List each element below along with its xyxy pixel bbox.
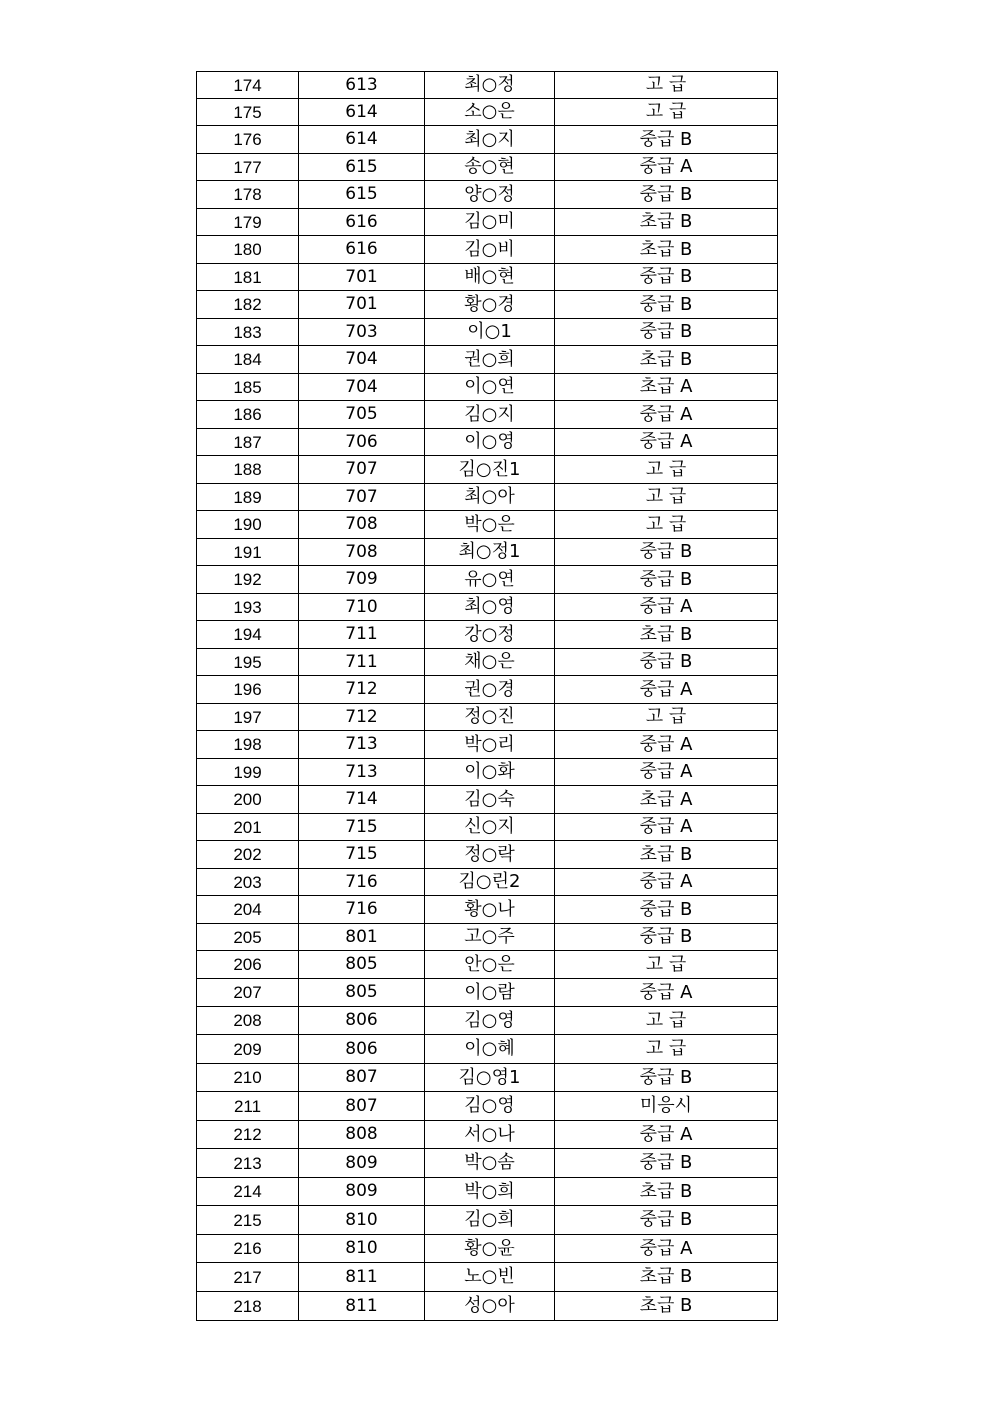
room-number-cell: 616 bbox=[299, 236, 425, 264]
student-name-cell: 서○나 bbox=[425, 1121, 555, 1149]
row-number-cell: 193 bbox=[197, 594, 299, 621]
student-name-cell: 안○은 bbox=[425, 951, 555, 979]
room-number-cell: 808 bbox=[299, 1121, 425, 1149]
student-name-cell: 김○영 bbox=[425, 1092, 555, 1121]
row-number-cell: 182 bbox=[197, 291, 299, 319]
row-number-cell: 203 bbox=[197, 869, 299, 896]
student-name-cell: 황○경 bbox=[425, 291, 555, 319]
row-number-cell: 218 bbox=[197, 1292, 299, 1321]
table-row bbox=[197, 346, 778, 374]
row-number-cell: 190 bbox=[197, 511, 299, 539]
row-number-cell: 199 bbox=[197, 759, 299, 786]
student-name-cell: 노○빈 bbox=[425, 1263, 555, 1292]
row-number-cell: 215 bbox=[197, 1206, 299, 1235]
student-name-cell: 정○락 bbox=[425, 841, 555, 869]
row-number-cell: 179 bbox=[197, 209, 299, 236]
student-name-cell: 최○지 bbox=[425, 126, 555, 154]
student-name-cell: 이○람 bbox=[425, 979, 555, 1007]
row-number-cell: 208 bbox=[197, 1007, 299, 1035]
table-row bbox=[197, 319, 778, 346]
grade-cell: 고 급 bbox=[555, 511, 778, 539]
grade-cell: 중급 B bbox=[555, 649, 778, 676]
student-name-cell: 소○은 bbox=[425, 99, 555, 126]
student-name-cell: 성○아 bbox=[425, 1292, 555, 1321]
row-number-cell: 178 bbox=[197, 181, 299, 209]
room-number-cell: 809 bbox=[299, 1149, 425, 1178]
grade-cell: 중급 A bbox=[555, 1235, 778, 1263]
row-number-cell: 200 bbox=[197, 786, 299, 814]
grade-cell: 중급 B bbox=[555, 291, 778, 319]
row-number-cell: 191 bbox=[197, 539, 299, 566]
table-row bbox=[197, 841, 778, 869]
row-number-cell: 186 bbox=[197, 401, 299, 429]
student-name-cell: 권○경 bbox=[425, 676, 555, 704]
room-number-cell: 801 bbox=[299, 924, 425, 951]
row-number-cell: 210 bbox=[197, 1064, 299, 1092]
grade-cell: 초급 B bbox=[555, 621, 778, 649]
room-number-cell: 711 bbox=[299, 621, 425, 649]
row-number-cell: 204 bbox=[197, 896, 299, 924]
student-name-cell: 김○지 bbox=[425, 401, 555, 429]
table-row bbox=[197, 1064, 778, 1092]
table-row bbox=[197, 1263, 778, 1292]
room-number-cell: 707 bbox=[299, 456, 425, 484]
student-name-cell: 신○지 bbox=[425, 814, 555, 841]
grade-cell: 중급 A bbox=[555, 594, 778, 621]
room-number-cell: 708 bbox=[299, 539, 425, 566]
student-name-cell: 최○정 bbox=[425, 72, 555, 99]
table-row bbox=[197, 951, 778, 979]
table-row bbox=[197, 1092, 778, 1121]
grade-cell: 중급 B bbox=[555, 181, 778, 209]
table-row bbox=[197, 594, 778, 621]
student-name-cell: 배○현 bbox=[425, 264, 555, 291]
grade-cell: 중급 A bbox=[555, 979, 778, 1007]
table-row bbox=[197, 1121, 778, 1149]
grade-cell: 고 급 bbox=[555, 1035, 778, 1064]
row-number-cell: 189 bbox=[197, 484, 299, 511]
room-number-cell: 615 bbox=[299, 181, 425, 209]
room-number-cell: 703 bbox=[299, 319, 425, 346]
room-number-cell: 712 bbox=[299, 676, 425, 704]
grade-cell: 중급 B bbox=[555, 1149, 778, 1178]
room-number-cell: 805 bbox=[299, 979, 425, 1007]
student-name-cell: 박○은 bbox=[425, 511, 555, 539]
student-name-cell: 김○미 bbox=[425, 209, 555, 236]
room-number-cell: 701 bbox=[299, 264, 425, 291]
row-number-cell: 197 bbox=[197, 704, 299, 731]
room-number-cell: 805 bbox=[299, 951, 425, 979]
results-table-body bbox=[197, 72, 778, 1321]
room-number-cell: 707 bbox=[299, 484, 425, 511]
student-name-cell: 채○은 bbox=[425, 649, 555, 676]
table-row bbox=[197, 979, 778, 1007]
grade-cell: 중급 A bbox=[555, 869, 778, 896]
student-name-cell: 양○정 bbox=[425, 181, 555, 209]
room-number-cell: 614 bbox=[299, 126, 425, 154]
row-number-cell: 184 bbox=[197, 346, 299, 374]
row-number-cell: 194 bbox=[197, 621, 299, 649]
row-number-cell: 206 bbox=[197, 951, 299, 979]
student-name-cell: 최○아 bbox=[425, 484, 555, 511]
grade-cell: 고 급 bbox=[555, 456, 778, 484]
room-number-cell: 810 bbox=[299, 1235, 425, 1263]
row-number-cell: 211 bbox=[197, 1092, 299, 1121]
student-name-cell: 김○숙 bbox=[425, 786, 555, 814]
grade-cell: 초급 B bbox=[555, 346, 778, 374]
grade-cell: 중급 B bbox=[555, 1206, 778, 1235]
student-name-cell: 김○진1 bbox=[425, 456, 555, 484]
grade-cell: 고 급 bbox=[555, 951, 778, 979]
student-name-cell: 최○영 bbox=[425, 594, 555, 621]
results-table bbox=[196, 71, 778, 1321]
row-number-cell: 181 bbox=[197, 264, 299, 291]
table-row bbox=[197, 731, 778, 759]
table-row bbox=[197, 154, 778, 181]
row-number-cell: 217 bbox=[197, 1263, 299, 1292]
table-row bbox=[197, 374, 778, 401]
grade-cell: 고 급 bbox=[555, 1007, 778, 1035]
row-number-cell: 185 bbox=[197, 374, 299, 401]
grade-cell: 고 급 bbox=[555, 704, 778, 731]
room-number-cell: 716 bbox=[299, 869, 425, 896]
grade-cell: 중급 A bbox=[555, 731, 778, 759]
table-row bbox=[197, 759, 778, 786]
student-name-cell: 박○희 bbox=[425, 1178, 555, 1206]
student-name-cell: 이○영 bbox=[425, 429, 555, 456]
grade-cell: 중급 B bbox=[555, 126, 778, 154]
row-number-cell: 216 bbox=[197, 1235, 299, 1263]
table-row bbox=[197, 1007, 778, 1035]
student-name-cell: 이○화 bbox=[425, 759, 555, 786]
grade-cell: 고 급 bbox=[555, 99, 778, 126]
table-row bbox=[197, 539, 778, 566]
grade-cell: 초급 B bbox=[555, 841, 778, 869]
room-number-cell: 807 bbox=[299, 1064, 425, 1092]
student-name-cell: 유○연 bbox=[425, 566, 555, 594]
room-number-cell: 811 bbox=[299, 1263, 425, 1292]
table-row bbox=[197, 786, 778, 814]
row-number-cell: 177 bbox=[197, 154, 299, 181]
room-number-cell: 701 bbox=[299, 291, 425, 319]
room-number-cell: 714 bbox=[299, 786, 425, 814]
grade-cell: 중급 B bbox=[555, 924, 778, 951]
table-row bbox=[197, 511, 778, 539]
row-number-cell: 205 bbox=[197, 924, 299, 951]
grade-cell: 중급 B bbox=[555, 264, 778, 291]
room-number-cell: 704 bbox=[299, 374, 425, 401]
student-name-cell: 정○진 bbox=[425, 704, 555, 731]
table-row bbox=[197, 704, 778, 731]
student-name-cell: 김○비 bbox=[425, 236, 555, 264]
table-row bbox=[197, 1149, 778, 1178]
table-row bbox=[197, 869, 778, 896]
row-number-cell: 202 bbox=[197, 841, 299, 869]
student-name-cell: 김○희 bbox=[425, 1206, 555, 1235]
grade-cell: 초급 A bbox=[555, 374, 778, 401]
table-row bbox=[197, 429, 778, 456]
table-row bbox=[197, 484, 778, 511]
student-name-cell: 권○희 bbox=[425, 346, 555, 374]
grade-cell: 초급 B bbox=[555, 209, 778, 236]
student-name-cell: 고○주 bbox=[425, 924, 555, 951]
row-number-cell: 198 bbox=[197, 731, 299, 759]
room-number-cell: 710 bbox=[299, 594, 425, 621]
table-row bbox=[197, 72, 778, 99]
student-name-cell: 황○윤 bbox=[425, 1235, 555, 1263]
table-row bbox=[197, 649, 778, 676]
room-number-cell: 715 bbox=[299, 841, 425, 869]
student-name-cell: 박○리 bbox=[425, 731, 555, 759]
room-number-cell: 709 bbox=[299, 566, 425, 594]
row-number-cell: 187 bbox=[197, 429, 299, 456]
table-row bbox=[197, 621, 778, 649]
room-number-cell: 704 bbox=[299, 346, 425, 374]
grade-cell: 중급 A bbox=[555, 401, 778, 429]
student-name-cell: 이○1 bbox=[425, 319, 555, 346]
room-number-cell: 811 bbox=[299, 1292, 425, 1321]
room-number-cell: 712 bbox=[299, 704, 425, 731]
table-row bbox=[197, 291, 778, 319]
room-number-cell: 616 bbox=[299, 209, 425, 236]
grade-cell: 중급 B bbox=[555, 319, 778, 346]
room-number-cell: 716 bbox=[299, 896, 425, 924]
grade-cell: 중급 A bbox=[555, 759, 778, 786]
grade-cell: 중급 B bbox=[555, 896, 778, 924]
table-row bbox=[197, 209, 778, 236]
grade-cell: 초급 B bbox=[555, 236, 778, 264]
table-row bbox=[197, 924, 778, 951]
room-number-cell: 806 bbox=[299, 1007, 425, 1035]
table-row bbox=[197, 181, 778, 209]
table-row bbox=[197, 236, 778, 264]
room-number-cell: 613 bbox=[299, 72, 425, 99]
row-number-cell: 188 bbox=[197, 456, 299, 484]
room-number-cell: 810 bbox=[299, 1206, 425, 1235]
table-row bbox=[197, 896, 778, 924]
row-number-cell: 175 bbox=[197, 99, 299, 126]
student-name-cell: 강○정 bbox=[425, 621, 555, 649]
student-name-cell: 황○나 bbox=[425, 896, 555, 924]
room-number-cell: 711 bbox=[299, 649, 425, 676]
room-number-cell: 809 bbox=[299, 1178, 425, 1206]
student-name-cell: 이○혜 bbox=[425, 1035, 555, 1064]
grade-cell: 초급 A bbox=[555, 786, 778, 814]
student-name-cell: 김○영 bbox=[425, 1007, 555, 1035]
grade-cell: 고 급 bbox=[555, 72, 778, 99]
grade-cell: 중급 B bbox=[555, 1064, 778, 1092]
grade-cell: 초급 B bbox=[555, 1292, 778, 1321]
grade-cell: 중급 A bbox=[555, 154, 778, 181]
row-number-cell: 176 bbox=[197, 126, 299, 154]
room-number-cell: 713 bbox=[299, 731, 425, 759]
table-row bbox=[197, 401, 778, 429]
room-number-cell: 705 bbox=[299, 401, 425, 429]
grade-cell: 중급 A bbox=[555, 814, 778, 841]
table-row bbox=[197, 126, 778, 154]
table-row bbox=[197, 1292, 778, 1321]
table-row bbox=[197, 1035, 778, 1064]
row-number-cell: 196 bbox=[197, 676, 299, 704]
student-name-cell: 김○영1 bbox=[425, 1064, 555, 1092]
student-name-cell: 최○정1 bbox=[425, 539, 555, 566]
table-row bbox=[197, 566, 778, 594]
room-number-cell: 713 bbox=[299, 759, 425, 786]
room-number-cell: 614 bbox=[299, 99, 425, 126]
row-number-cell: 183 bbox=[197, 319, 299, 346]
table-row bbox=[197, 456, 778, 484]
table-row bbox=[197, 676, 778, 704]
row-number-cell: 214 bbox=[197, 1178, 299, 1206]
row-number-cell: 213 bbox=[197, 1149, 299, 1178]
row-number-cell: 212 bbox=[197, 1121, 299, 1149]
student-name-cell: 박○솜 bbox=[425, 1149, 555, 1178]
grade-cell: 고 급 bbox=[555, 484, 778, 511]
table-row bbox=[197, 99, 778, 126]
table-row bbox=[197, 1206, 778, 1235]
grade-cell: 초급 B bbox=[555, 1263, 778, 1292]
student-name-cell: 김○린2 bbox=[425, 869, 555, 896]
row-number-cell: 201 bbox=[197, 814, 299, 841]
room-number-cell: 615 bbox=[299, 154, 425, 181]
grade-cell: 중급 B bbox=[555, 566, 778, 594]
student-name-cell: 송○현 bbox=[425, 154, 555, 181]
row-number-cell: 174 bbox=[197, 72, 299, 99]
table-row bbox=[197, 264, 778, 291]
table-row bbox=[197, 1178, 778, 1206]
table-row bbox=[197, 814, 778, 841]
table-row bbox=[197, 1235, 778, 1263]
row-number-cell: 192 bbox=[197, 566, 299, 594]
student-name-cell: 이○연 bbox=[425, 374, 555, 401]
room-number-cell: 807 bbox=[299, 1092, 425, 1121]
room-number-cell: 708 bbox=[299, 511, 425, 539]
row-number-cell: 180 bbox=[197, 236, 299, 264]
row-number-cell: 209 bbox=[197, 1035, 299, 1064]
room-number-cell: 806 bbox=[299, 1035, 425, 1064]
grade-cell: 중급 A bbox=[555, 676, 778, 704]
row-number-cell: 195 bbox=[197, 649, 299, 676]
room-number-cell: 715 bbox=[299, 814, 425, 841]
grade-cell: 중급 A bbox=[555, 1121, 778, 1149]
grade-cell: 초급 B bbox=[555, 1178, 778, 1206]
grade-cell: 미응시 bbox=[555, 1092, 778, 1121]
row-number-cell: 207 bbox=[197, 979, 299, 1007]
grade-cell: 중급 A bbox=[555, 429, 778, 456]
room-number-cell: 706 bbox=[299, 429, 425, 456]
grade-cell: 중급 B bbox=[555, 539, 778, 566]
